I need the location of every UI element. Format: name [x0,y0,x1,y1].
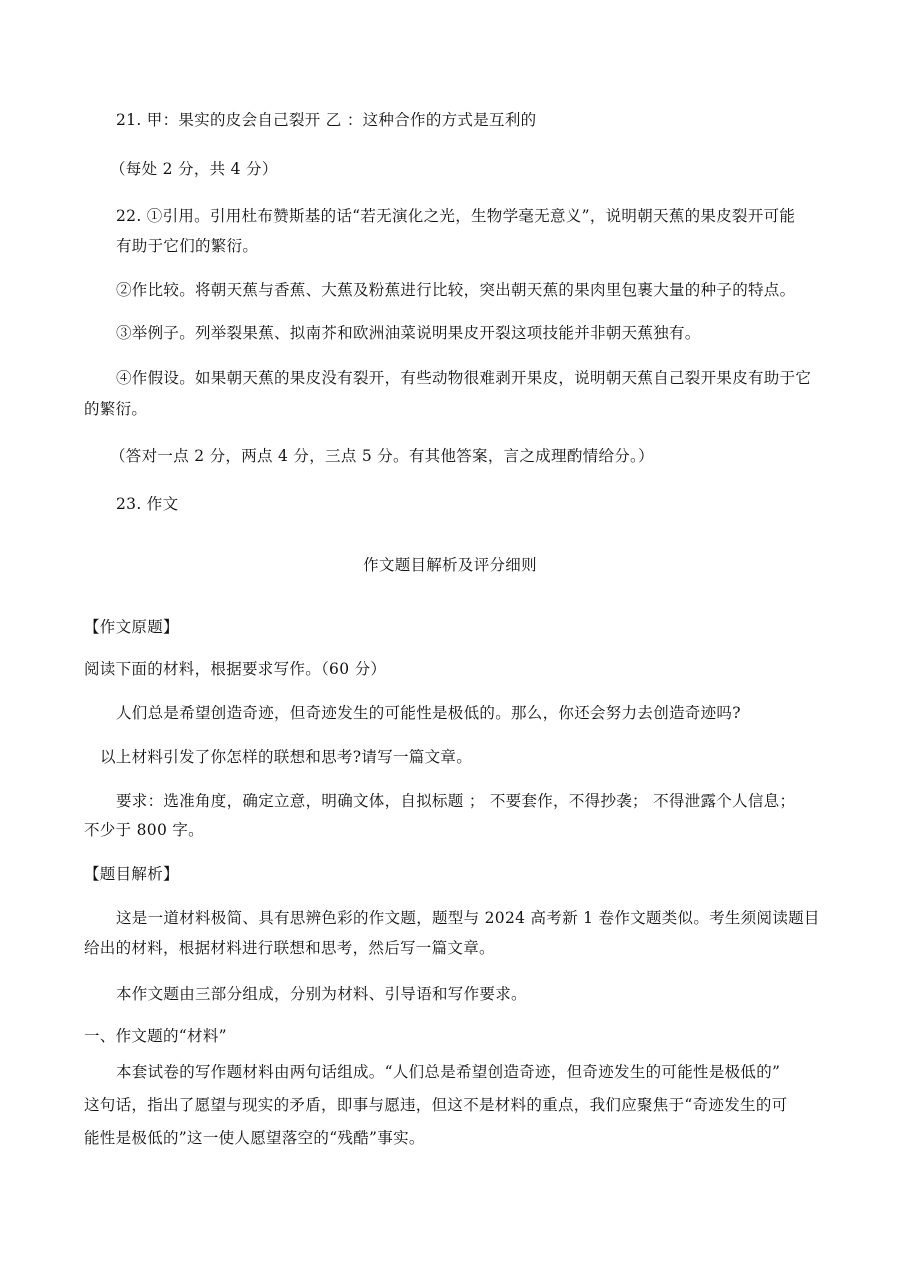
section1-line3: 能性是极低的”这一使人愿望落空的“残酷”事实。 [84,1129,425,1147]
analysis-line2: 给出的材料，根据材料进行联想和思考，然后写一篇文章。 [84,939,495,957]
prompt-material: 人们总是希望创造奇迹，但奇迹发生的可能性是极低的。那么，你还会努力去创造奇迹吗? [116,704,741,722]
section1-line2: 这句话，指出了愿望与现实的矛盾，即事与愿违，但这不是材料的重点，我们应聚焦于“奇迹发生的可 [84,1096,788,1114]
q22-point-2: ②作比较。将朝天蕉与香蕉、大蕉及粉蕉进行比较，突出朝天蕉的果肉里包裹大量的种子的特点。 [116,281,796,299]
q22-point-3: ③举例子。列举裂果蕉、拟南芥和欧洲油菜说明果皮开裂这项技能并非朝天蕉独有。 [116,324,701,342]
q23-heading: 23. 作文 [116,495,179,513]
structure-note: 本作文题由三部分组成，分别为材料、引导语和写作要求。 [116,985,527,1003]
q22-point-4-line1: ④作假设。如果朝天蕉的果皮没有裂开，有些动物很难剥开果皮，说明朝天蕉自己裂开果皮有助于它 [116,369,812,387]
q22-point-4-line2: 的繁衍。 [84,400,148,418]
q21-answer: 21. 甲：果实的皮会自己裂开 乙 ：这种合作的方式是互利的 [116,111,537,129]
prompt-requirements-line2: 不少于 800 字。 [84,821,204,839]
section1-heading: 一、作文题的“材料” [84,1027,227,1045]
q21-score-note: （每处 2 分，共 4 分） [110,160,278,178]
q22-answer-line1: 22. ①引用。引用杜布赞斯基的话“若无演化之光，生物学毫无意义”，说明朝天蕉的果皮裂开可能 [116,207,796,225]
section1-line1: 本套试卷的写作题材料由两句话组成。“人们总是希望创造奇迹，但奇迹发生的可能性是极低的” [116,1063,781,1081]
analysis-line1: 这是一道材料极简、具有思辨色彩的作文题，题型与 2024 高考新 1 卷作文题类似。考生须阅读题目 [116,909,820,927]
prompt-requirements-line1: 要求：选准角度，确定立意，明确文体，自拟标题 ； 不要套作，不得抄袭； 不得泄露个人信息； [116,792,796,810]
q22-answer-line2: 有助于它们的繁衍。 [116,237,259,255]
q22-score-note: （答对一点 2 分，两点 4 分，三点 5 分。有其他答案，言之成理酌情给分。） [110,447,654,465]
analysis-heading: 【题目解析】 [84,865,179,883]
prompt-guide: 以上材料引发了你怎样的联想和思考?请写一篇文章。 [100,748,473,766]
original-prompt-heading: 【作文原题】 [84,618,179,636]
prompt-instruction: 阅读下面的材料，根据要求写作。（60 分） [84,660,387,678]
essay-section-title: 作文题目解析及评分细则 [363,556,537,574]
